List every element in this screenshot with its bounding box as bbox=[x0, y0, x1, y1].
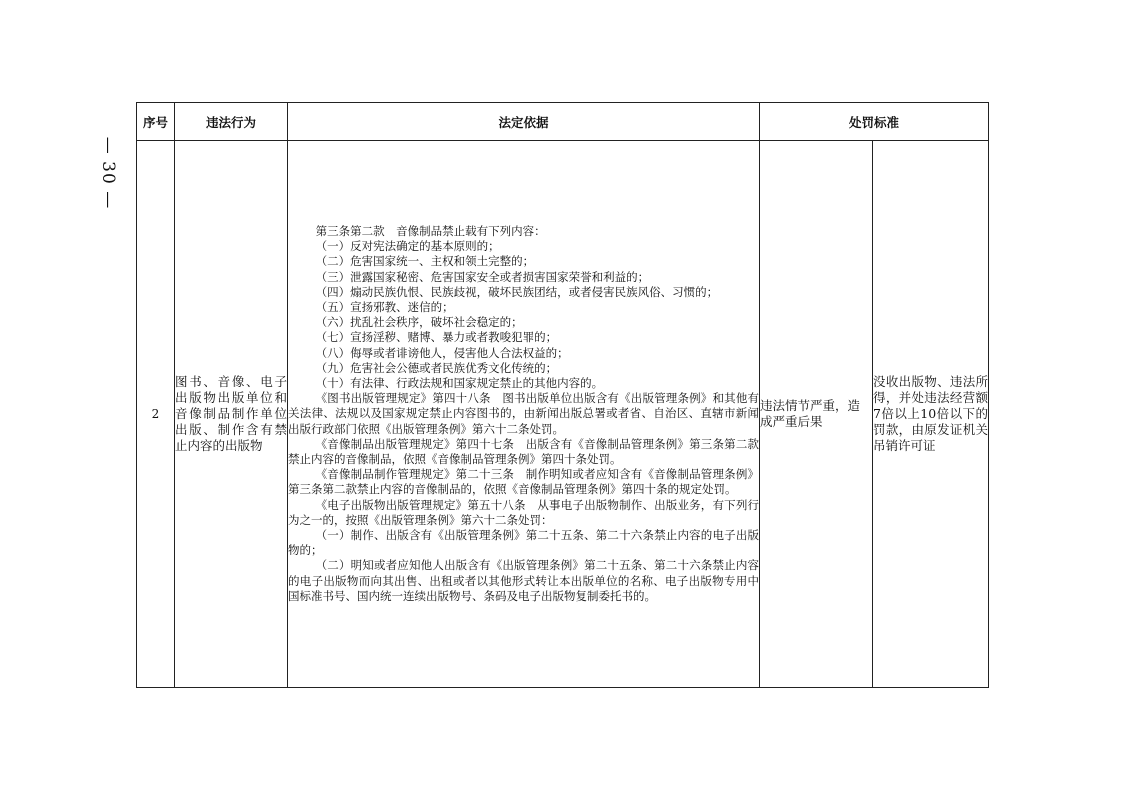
basis-paragraph: （五）宣扬邪教、迷信的； bbox=[315, 299, 454, 314]
cell-violation: 图书、音像、电子出版物出版单位和音像制品制作单位出版、制作含有禁止内容的出版物 bbox=[175, 141, 288, 688]
basis-paragraph: （一）反对宪法确定的基本原则的； bbox=[315, 239, 500, 254]
header-basis: 法定依据 bbox=[288, 103, 760, 141]
header-penalty-standard: 处罚标准 bbox=[760, 103, 989, 141]
cell-penalty: 没收出版物、违法所得，并处违法经营额7倍以上10倍以下的罚款，由原发证机关吊销许可证 bbox=[873, 141, 989, 688]
header-violation: 违法行为 bbox=[175, 103, 288, 141]
basis-paragraph: （三）泄露国家秘密、危害国家安全或者损害国家荣誉和利益的； bbox=[315, 269, 650, 284]
penalty-table bbox=[136, 102, 989, 688]
basis-paragraph: （四）煽动民族仇恨、民族歧视，破坏民族团结，或者侵害民族风俗、习惯的； bbox=[315, 284, 719, 299]
basis-paragraph: （六）扰乱社会秩序，破坏社会稳定的； bbox=[315, 315, 523, 330]
basis-paragraph: （九）危害社会公德或者民族优秀文化传统的； bbox=[315, 360, 558, 375]
basis-paragraph: 第三条第二款 音像制品禁止载有下列内容： bbox=[315, 223, 546, 238]
basis-paragraph: 《图书出版管理规定》第四十八条 图书出版单位出版含有《出版管理条例》和其他有关法律、法规以及国家规定禁止内容图书的，由新闻出版总署或者省、自治区、直辖市新闻出版行政部门依照《出版管理条例》第六十二条处罚。 bbox=[288, 391, 759, 436]
basis-paragraph: （二）明知或者应知他人出版含有《出版管理条例》第二十五条、第二十六条禁止内容的电子出版物而向其出售、出租或者以其他形式转让本出版单位的名称、电子出版物专用中国标准书号、国内统一连续出版物号、条码及电子出版物复制委托书的。 bbox=[288, 558, 759, 603]
cell-seq: 2 bbox=[137, 141, 175, 688]
page-number bbox=[88, 118, 128, 228]
cell-circumstance: 违法情节严重，造成严重后果 bbox=[760, 141, 873, 688]
basis-paragraph: （七）宣扬淫秽、赌博、暴力或者教唆犯罪的； bbox=[315, 330, 558, 345]
page-number-text: — 30 — bbox=[98, 136, 119, 210]
basis-paragraph: 《电子出版物出版管理规定》第五十八条 从事电子出版物制作、出版业务，有下列行为之一的，按照《出版管理条例》第六十二条处罚： bbox=[288, 497, 759, 527]
basis-paragraph: 《音像制品出版管理规定》第四十七条 出版含有《音像制品管理条例》第三条第二款禁止内容的音像制品，依照《音像制品管理条例》第四十条处罚。 bbox=[288, 436, 759, 466]
header-seq: 序号 bbox=[137, 103, 175, 141]
table-row bbox=[137, 141, 989, 688]
cell-basis bbox=[288, 141, 760, 688]
basis-paragraph: （二）危害国家统一、主权和领土完整的； bbox=[315, 254, 535, 269]
basis-paragraph: （八）侮辱或者诽谤他人，侵害他人合法权益的； bbox=[315, 345, 569, 360]
basis-paragraph: （十）有法律、行政法规和国家规定禁止的其他内容的。 bbox=[315, 375, 604, 390]
table-header-row bbox=[137, 103, 989, 141]
basis-paragraph: （一）制作、出版含有《出版管理条例》第二十五条、第二十六条禁止内容的电子出版物的； bbox=[288, 528, 759, 558]
basis-paragraph: 《音像制品制作管理规定》第二十三条 制作明知或者应知含有《音像制品管理条例》第三条第二款禁止内容的音像制品的，依照《音像制品管理条例》第四十条的规定处罚。 bbox=[288, 467, 759, 497]
